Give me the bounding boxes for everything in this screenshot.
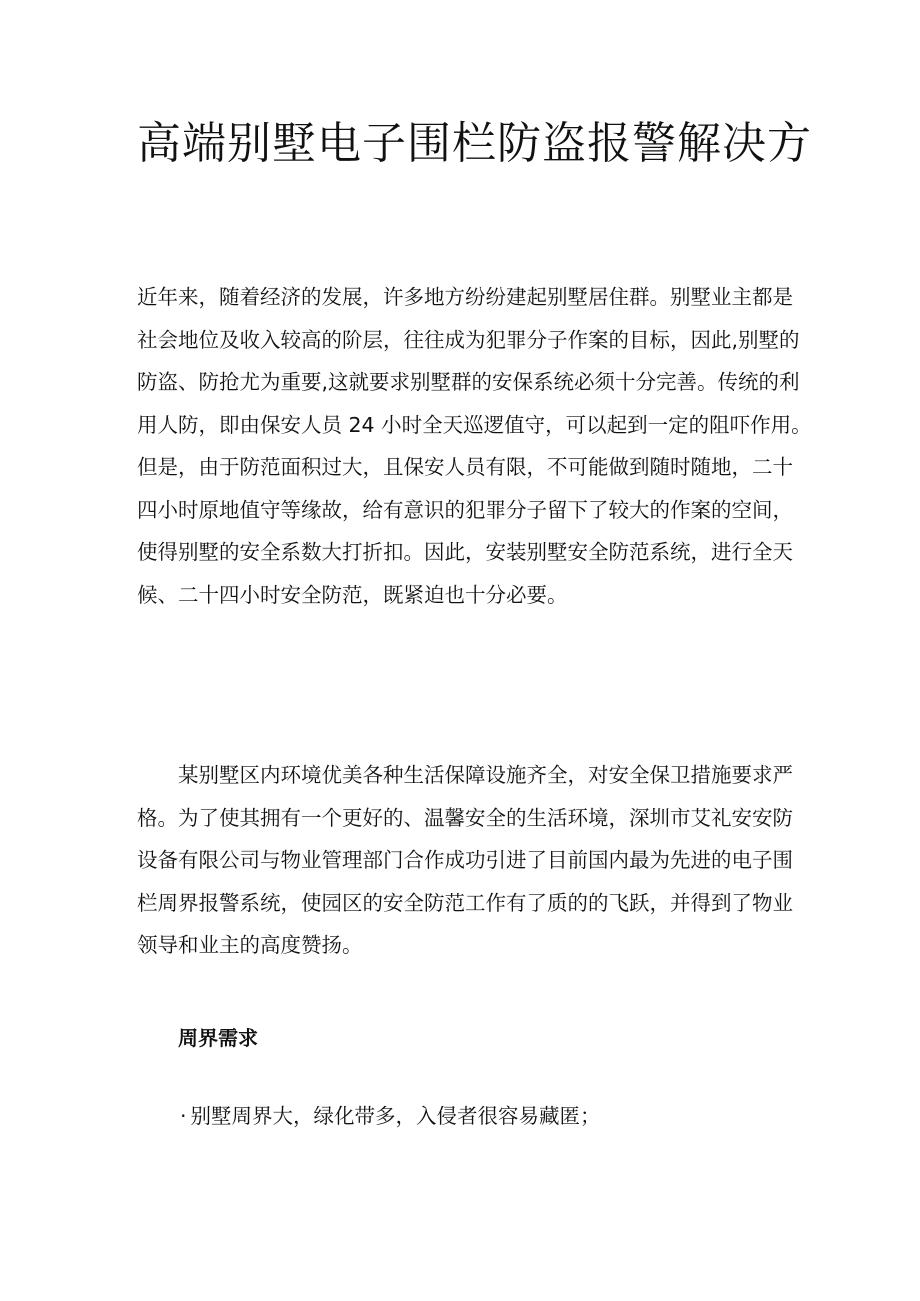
document-title: 高端别墅电子围栏防盗报警解决方 bbox=[137, 118, 812, 169]
requirements-list bbox=[180, 1099, 601, 1133]
paragraph-line: 四小时原地值守等缘故，给有意识的犯罪分子留下了较大的作案的空间， bbox=[137, 497, 793, 522]
paragraph-project bbox=[137, 754, 797, 967]
list-item bbox=[180, 1099, 601, 1133]
paragraph-line: 栏周界报警系统，使园区的安全防范工作有了质的的飞跃，并得到了物业 bbox=[137, 890, 793, 915]
paragraph-line: 格。为了使其拥有一个更好的、温馨安全的生活环境，深圳市艾礼安安防 bbox=[137, 805, 793, 830]
paragraph-line: 某别墅区内环境优美各种生活保障设施齐全，对安全保卫措施要求严 bbox=[178, 763, 793, 787]
paragraph-line: 但是，由于防范面积过大，且保安人员有限，不可能做到随时随地，二十 bbox=[137, 455, 793, 479]
paragraph-line: 用人防，即由保安人员 24 小时全天巡逻值守，可以起到一定的阻吓作用。 bbox=[137, 412, 812, 437]
paragraph-line: 防盗、防抢尤为重要,这就要求别墅群的安保系统必须十分完善。传统的利 bbox=[137, 370, 800, 394]
list-item-text: 别墅周界大，绿化带多，入侵者很容易藏匿； bbox=[190, 1104, 601, 1128]
paragraph-line: 近年来，随着经济的发展，许多地方纷纷建起别墅居住群。别墅业主都是 bbox=[137, 285, 793, 309]
paragraph-line: 使得别墅的安全系数大打折扣。因此，安装别墅安全防范系统，进行全天 bbox=[137, 540, 793, 564]
section-heading: 周界需求 bbox=[178, 1026, 258, 1050]
paragraph-line: 设备有限公司与物业管理部门合作成功引进了目前国内最为先进的电子围 bbox=[137, 848, 793, 872]
paragraph-line: 候、二十四小时安全防范，既紧迫也十分必要。 bbox=[137, 582, 568, 607]
paragraph-line: 社会地位及收入较高的阶层，往往成为犯罪分子作案的目标，因此,别墅的 bbox=[137, 327, 800, 352]
paragraph-line: 领导和业主的高度赞扬。 bbox=[137, 933, 363, 957]
paragraph-intro bbox=[137, 276, 812, 616]
bullet-marker: · bbox=[180, 1104, 187, 1128]
